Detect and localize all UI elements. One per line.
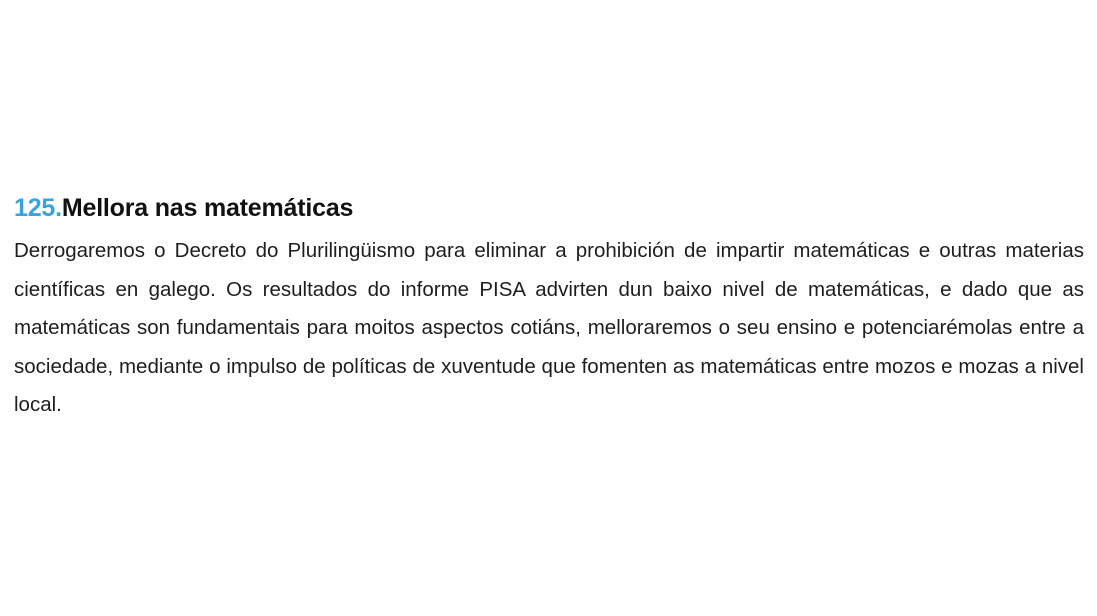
section-number: 125. (14, 194, 62, 222)
document-section (14, 190, 1084, 425)
section-body: Derrogaremos o Decreto do Plurilingüismo para eliminar a prohibición de impartir matemáticas e outras materias científicas en galego. Os resultados do informe PISA advirten dun baixo nivel de matemáticas, e dado que as matemáticas son fundamentais para moitos aspectos cotiáns, melloraremos o seu ensino e potenciarémolas entre a sociedade, mediante o impulso de políticas de xuventude que fomenten as matemáticas entre mozos e mozas a nivel local. (14, 239, 1084, 416)
section-title: Mellora nas matemáticas (61, 194, 354, 222)
section-heading (14, 190, 1084, 226)
